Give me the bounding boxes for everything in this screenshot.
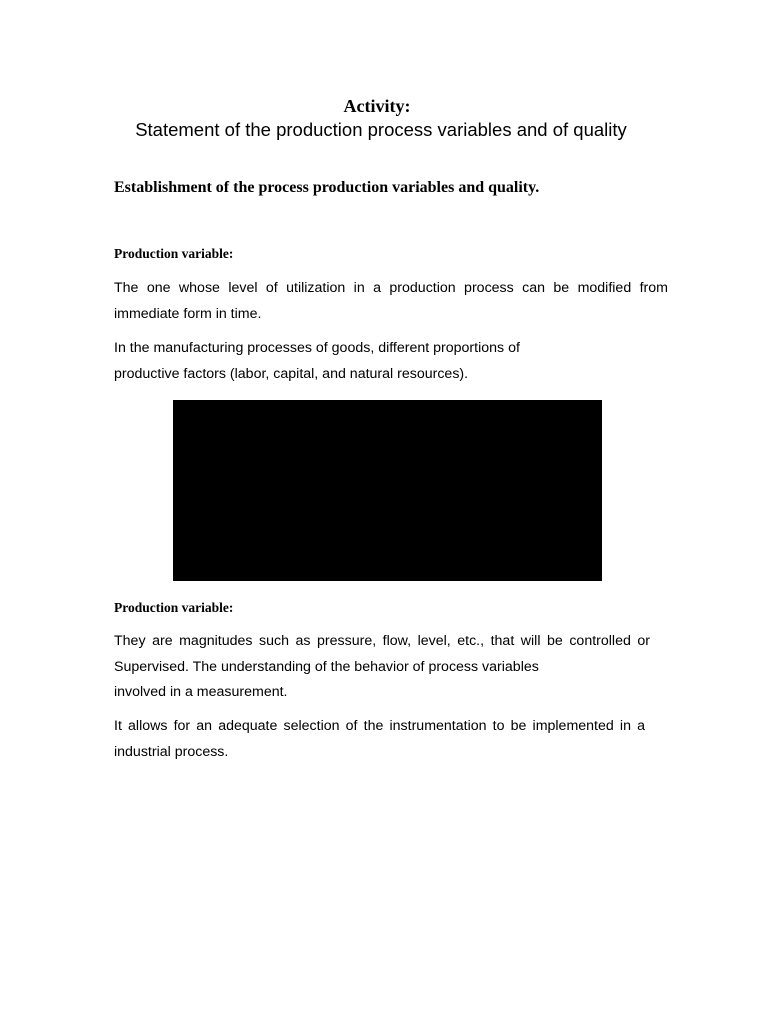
document-title: Statement of the production process variables and of quality	[135, 119, 627, 140]
section-heading: Establishment of the process production variables and quality.	[114, 179, 540, 196]
black-image-placeholder	[173, 400, 602, 581]
section2-label: Production variable:	[114, 600, 234, 615]
section2-paragraph1-line2: Supervised. The understanding of the behavior of process variables	[114, 658, 539, 675]
activity-heading: Activity:	[343, 96, 411, 116]
section1-label: Production variable:	[114, 246, 234, 261]
section2-paragraph1-line1: They are magnitudes such as pressure, flow, level, etc., that will be controlled or	[114, 633, 650, 649]
section1-paragraph2-line2: productive factors (labor, capital, and natural resources).	[114, 365, 469, 382]
section1-paragraph2-line1: In the manufacturing processes of goods, different proportions of	[114, 340, 520, 356]
section1-paragraph2	[114, 336, 668, 387]
section2-paragraph1-line3: involved in a measurement.	[114, 684, 288, 700]
section1-paragraph1: The one whose level of utilization in a production process can be modified from immediate form in time.	[114, 280, 668, 322]
section2-paragraph1	[114, 629, 650, 706]
section2-paragraph2: It allows for an adequate selection of the instrumentation to be implemented in a industrial process.	[114, 718, 645, 760]
